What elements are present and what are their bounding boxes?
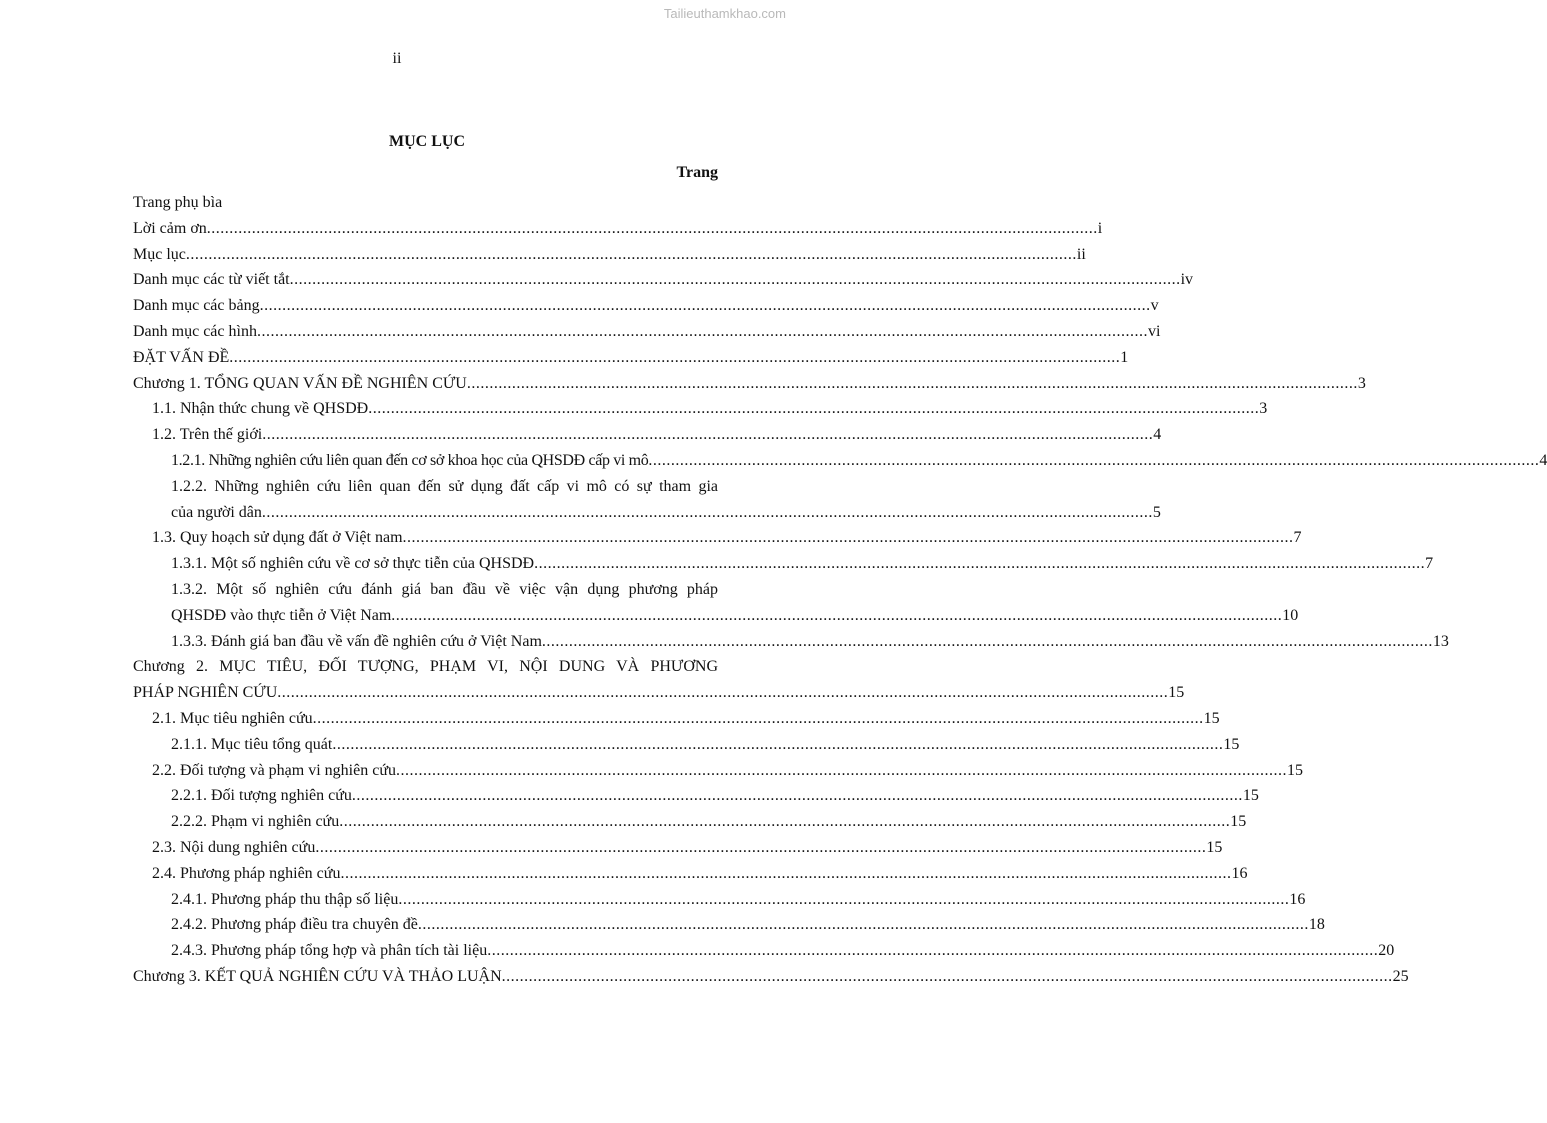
toc-entry-page: 1 <box>1120 348 1129 366</box>
toc-entry-text-line1: Chương 2. MỤC TIÊU, ĐỐI TƯỢNG, PHẠM VI, NỘI DUNG VÀ PHƯƠNG <box>133 658 718 676</box>
toc-entry-text: Chương 3. KẾT QUẢ NGHIÊN CỨU VÀ THẢO LUẬN <box>133 967 502 985</box>
toc-leader-dots: ...................................................................................................................................................................................................... <box>256 322 1148 340</box>
toc-entry-2-4 <box>133 861 1248 887</box>
toc-entry-page: 15 <box>1242 787 1259 805</box>
toc-leader-dots: ...................................................................................................................................................................................................... <box>312 709 1204 727</box>
toc-entry-page: 10 <box>1282 606 1299 624</box>
toc-entry-page: 5 <box>1152 503 1161 521</box>
toc-leader-dots: ...................................................................................................................................................................................................... <box>351 787 1243 805</box>
toc-leader-dots: ...................................................................................................................................................................................................... <box>466 374 1358 392</box>
toc-entry-page: iv <box>1180 271 1194 289</box>
toc-entry-1-2 <box>133 422 1162 448</box>
toc-entry-text: 2.4.1. Phương pháp thu thập số liệu <box>171 890 399 908</box>
toc-entry-contents <box>133 242 1086 268</box>
toc-entry-line2 <box>133 680 1185 706</box>
toc-entry-2-4-3 <box>133 938 1395 964</box>
toc-entry-figures <box>133 319 1161 345</box>
toc-entry-page: 15 <box>1203 709 1220 727</box>
toc-leader-dots: ...................................................................................................................................................................................................... <box>259 297 1151 315</box>
toc-entry-2-4-2 <box>133 912 1325 938</box>
toc-entry-1-3-2 <box>133 577 1299 629</box>
page-column-label: Trang <box>676 164 718 181</box>
toc-entry-2-3 <box>133 835 1223 861</box>
toc-entry-2-2-2 <box>133 809 1247 835</box>
toc-entry-text: ĐẶT VẤN ĐỀ <box>133 348 230 366</box>
toc-entry-page: 7 <box>1425 555 1434 573</box>
toc-entry-text: 1.3.3. Đánh giá ban đầu về vấn đề nghiên cứu ở Việt Nam <box>171 632 542 650</box>
toc-leader-dots: ...................................................................................................................................................................................................... <box>391 606 1283 624</box>
toc-entry-text: 2.2.2. Phạm vi nghiên cứu <box>171 813 340 831</box>
toc-entry-line2 <box>171 500 1161 526</box>
toc-entry-2-1 <box>133 706 1220 732</box>
toc-entry-page: 16 <box>1289 890 1306 908</box>
toc-entry-line2 <box>171 603 1299 629</box>
toc-entry-text: 2.3. Nội dung nghiên cứu <box>152 838 316 856</box>
toc-entry-text: Lời cảm ơn <box>133 219 207 237</box>
toc-entry-2-2 <box>133 758 1303 784</box>
toc-entry-text: 2.1. Mục tiêu nghiên cứu <box>152 709 313 727</box>
toc-leader-dots: ...................................................................................................................................................................................................... <box>501 967 1393 985</box>
toc-entry-text: 2.4. Phương pháp nghiên cứu <box>152 864 341 882</box>
toc-entry-text: của người dân <box>171 503 262 521</box>
toc-entry-page: 3 <box>1357 374 1366 392</box>
page-number: ii <box>392 50 402 67</box>
toc-entry-text: 1.1. Nhận thức chung về QHSDĐ <box>152 400 369 418</box>
toc-entry-text: 2.1.1. Mục tiêu tổng quát <box>171 735 333 753</box>
toc-entry-text: 2.2. Đối tượng và phạm vi nghiên cứu <box>152 761 396 779</box>
toc-entry-1-1 <box>133 396 1268 422</box>
toc-entry-page: 15 <box>1230 813 1247 831</box>
toc-entry-text: 1.3.1. Một số nghiên cứu về cơ sở thực tiễn của QHSDĐ <box>171 555 535 573</box>
toc-entry-abbreviations <box>133 267 1194 293</box>
toc-entry-chapter-1 <box>133 371 1366 397</box>
toc-leader-dots: ...................................................................................................................................................................................................... <box>398 890 1290 908</box>
toc-entry-text: 2.2.1. Đối tượng nghiên cứu <box>171 787 352 805</box>
toc-entry-page: ii <box>1076 245 1086 263</box>
toc-entry-1-3 <box>133 525 1302 551</box>
toc-leader-dots: ...................................................................................................................................................................................................... <box>332 735 1224 753</box>
toc-entry-text: Mục lục <box>133 245 186 263</box>
toc-leader-dots: ...................................................................................................................................................................................................... <box>368 400 1260 418</box>
toc-leader-dots: ...................................................................................................................................................................................................... <box>185 245 1077 263</box>
toc-entry-page: v <box>1150 297 1159 315</box>
toc-entry-cover <box>133 190 718 216</box>
toc-entry-page: 15 <box>1287 761 1303 779</box>
toc-entry-page: 3 <box>1259 400 1268 418</box>
toc-entry-2-2-1 <box>133 783 1259 809</box>
toc-entry-page: 16 <box>1231 864 1248 882</box>
toc-entry-introduction <box>133 345 1129 371</box>
toc-title: MỤC LỤC <box>389 133 465 150</box>
toc-entry-chapter-2 <box>133 654 1185 706</box>
toc-leader-dots: ...................................................................................................................................................................................................... <box>289 271 1181 289</box>
toc-entry-page: 13 <box>1432 632 1449 650</box>
toc-entry-text: Danh mục các từ viết tắt <box>133 271 290 289</box>
watermark: Tailieuthamkhao.com <box>663 6 786 21</box>
toc-entry-text: Trang phụ bìa <box>133 194 223 211</box>
toc-entry-page: 4 <box>1153 426 1162 444</box>
toc-entry-page: 7 <box>1293 529 1302 547</box>
toc-entry-text-line1: 1.3.2. Một số nghiên cứu đánh giá ban đầu về việc vận dụng phương pháp <box>171 580 718 598</box>
toc-leader-dots: ...................................................................................................................................................................................................... <box>541 632 1433 650</box>
toc-entry-page: 18 <box>1308 916 1325 934</box>
toc-entry-text: PHÁP NGHIÊN CỨU <box>133 684 278 702</box>
toc-leader-dots: ...................................................................................................................................................................................................... <box>534 555 1426 573</box>
toc-entry-chapter-3 <box>133 964 1409 990</box>
toc-entry-page: 4 <box>1539 451 1547 469</box>
toc-entry-1-2-2 <box>133 474 1161 526</box>
toc-leader-dots: ...................................................................................................................................................................................................... <box>339 813 1231 831</box>
toc-entry-acknowledgement <box>133 216 1103 242</box>
toc-leader-dots: ...................................................................................................................................................................................................... <box>340 864 1232 882</box>
toc-entry-text: 2.4.2. Phương pháp điều tra chuyên đề <box>171 916 418 934</box>
toc-entry-page: i <box>1097 219 1103 237</box>
toc-leader-dots: ...................................................................................................................................................................................................... <box>206 219 1098 237</box>
table-of-contents <box>133 190 1547 990</box>
toc-entry-text: 1.2.1. Những nghiên cứu liên quan đến cơ sở khoa học của QHSDĐ cấp vi mô <box>171 451 649 469</box>
toc-entry-text: 1.2. Trên thế giới <box>152 426 263 444</box>
toc-entry-1-3-1 <box>133 551 1434 577</box>
toc-leader-dots: ...................................................................................................................................................................................................... <box>229 348 1121 366</box>
toc-entry-tables <box>133 293 1159 319</box>
toc-entry-page: 15 <box>1223 735 1240 753</box>
toc-leader-dots: ...................................................................................................................................................................................................... <box>261 503 1153 521</box>
toc-entry-2-4-1 <box>133 887 1306 913</box>
toc-entry-1-3-3 <box>133 629 1449 655</box>
toc-entry-page: 15 <box>1206 838 1223 856</box>
toc-entry-text: Chương 1. TỔNG QUAN VẤN ĐỀ NGHIÊN CỨU <box>133 374 467 392</box>
toc-entry-text: 2.4.3. Phương pháp tổng hợp và phân tích tài liệu <box>171 942 488 960</box>
toc-entry-page: 25 <box>1392 967 1409 985</box>
toc-leader-dots: ...................................................................................................................................................................................................... <box>396 761 1287 779</box>
toc-entry-text: Danh mục các bảng <box>133 297 260 315</box>
toc-leader-dots: ...................................................................................................................................................................................................... <box>402 529 1294 547</box>
toc-leader-dots: ...................................................................................................................................................................................................... <box>262 426 1154 444</box>
toc-entry-text: QHSDĐ vào thực tiễn ở Việt Nam <box>171 606 392 624</box>
toc-leader-dots: ...................................................................................................................................................................................................... <box>648 451 1540 469</box>
toc-leader-dots: ...................................................................................................................................................................................................... <box>315 838 1207 856</box>
toc-leader-dots: ...................................................................................................................................................................................................... <box>277 684 1169 702</box>
toc-entry-1-2-1 <box>133 448 1547 474</box>
toc-entry-text: Danh mục các hình <box>133 322 257 340</box>
toc-entry-page: vi <box>1147 322 1161 340</box>
toc-entry-text-line1: 1.2.2. Những nghiên cứu liên quan đến sử dụng đất cấp vi mô có sự tham gia <box>171 477 718 495</box>
toc-entry-page: 15 <box>1168 684 1185 702</box>
toc-leader-dots: ...................................................................................................................................................................................................... <box>487 942 1379 960</box>
toc-leader-dots: ...................................................................................................................................................................................................... <box>417 916 1309 934</box>
toc-entry-text: 1.3. Quy hoạch sử dụng đất ở Việt nam <box>152 529 403 547</box>
toc-entry-2-1-1 <box>133 732 1240 758</box>
toc-entry-page: 20 <box>1378 942 1395 960</box>
